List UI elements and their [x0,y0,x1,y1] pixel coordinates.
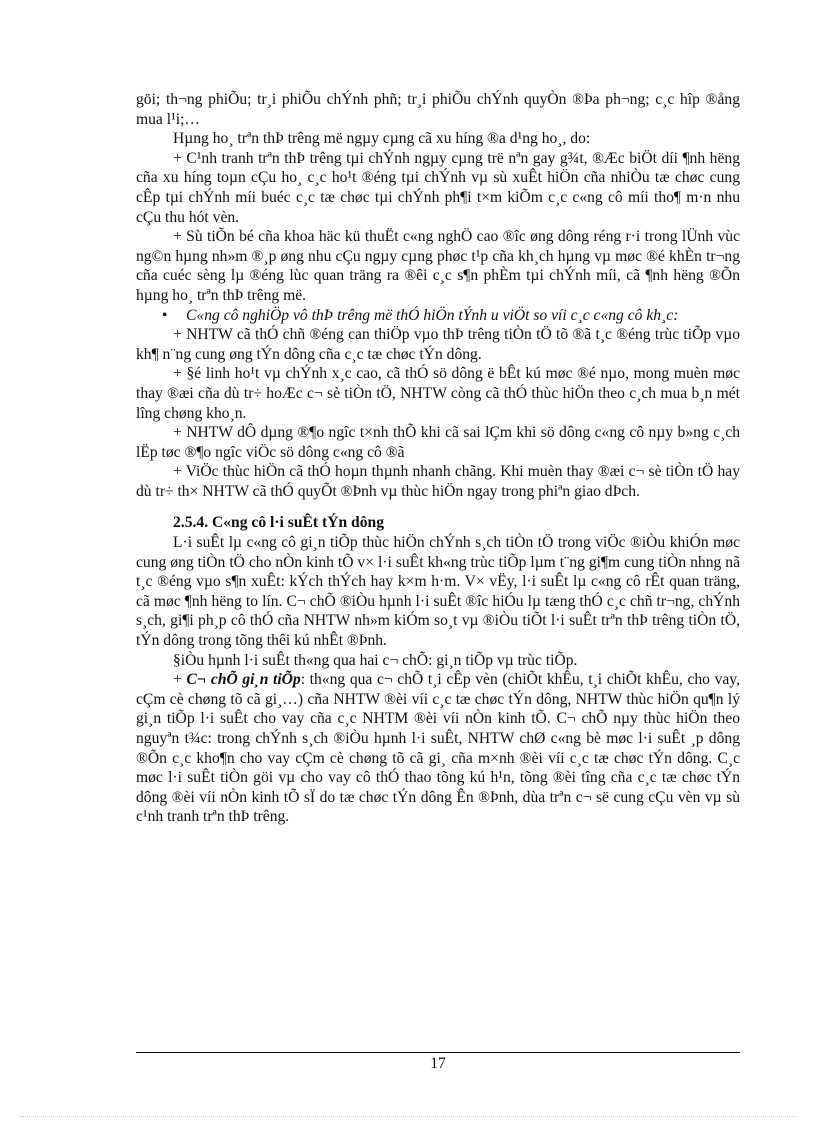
paragraph-continuation: göi; th¬ng phiÕu; tr¸i phiÕu chÝnh phñ; tr¸i phiÕu chÝnh quyÒn ®Þa ph¬ng; c¸c hîp ®ång mua l¹i;… [136,91,740,128]
bullet-text: C«ng cô nghiÖp vô thÞ trêng më thÓ hiÖn tÝnh u viÖt so víi c¸c c«ng cô kh¸c: [186,306,679,324]
bullet-item [136,306,740,326]
bullet-dot-icon: • [162,306,168,324]
footer-rule [136,1052,740,1053]
indirect-mechanism-term: C¬ chÕ gi¸n tiÕp [186,671,301,689]
paragraph-technology: + Sù tiÕn bé cña khoa häc kü thuËt c«ng nghÖ cao ®îc øng dông réng r·i trong lÜnh vùc ng©n hµng nh»m ®¸p øng nhu cÇu ngµy cµng phøc t¹p cña kh¸ch hµng vµ møc ®é khÈn tr¬ng cña cuéc sèng lµ ®éng lùc quan träng ra ®êi c¸c s¶n phÈm tµi chÝnh míi, cã ¶nh hëng ®Õn hµng ho¸ trªn thÞ trêng më. [136,228,740,304]
paragraph-competition: + C¹nh tranh trªn thÞ trêng tµi chÝnh ngµy cµng trë nªn gay g¾t, ®Æc biÖt díi ¶nh hëng cña xu híng toµn cÇu ho¸ c¸c ho¹t ®éng tµi chÝnh vµ sù xuÊt hiÖn cña nhiÒu tæ chøc cung cÊp tµi chÝnh míi buéc c¸c tæ chøc tµi chÝnh ph¶i t×m kiÕm c¸c c«ng cô míi tho¶ m·n nhu cÇu thu hót vèn. [136,149,740,226]
paragraph-advantage-4: + ViÖc thùc hiÖn cã thÓ hoµn thµnh nhanh chãng. Khi muèn thay ®æi c¬ sè tiÒn tÖ hay dù tr÷ th× NHTW cã thÓ quyÕt ®Þnh vµ thùc hiÖn ngay trong phiªn giao dÞch. [136,463,740,500]
paragraph-goods-diversify: Hµng ho¸ trªn thÞ trêng më ngµy cµng cã xu híng ®a d¹ng ho¸, do: [173,130,591,148]
document-body [136,90,740,827]
indirect-mechanism-text: : th«ng qua c¬ chÕ t¸i cÊp vèn (chiÕt khÊu, t¸i chiÕt khÊu, cho vay, cÇm cè chøng tõ cã gi¸…) cña NHTW ®èi víi c¸c tæ chøc tÝn dông, NHTW thùc hiÖn qu¶n lý gi¸n tiÕp l·i suÊt cho vay cña c¸c NHTM ®èi víi nÒn kinh tÕ. C¬ chÕ nµy thùc hiÖn theo nguyªn t¾c: trong chÝnh s¸ch ®iÒu hµnh l·i suÊt, NHTW chØ c«ng bè møc l·i suÊt ¸p dông ®Õn c¸c kho¶n cho vay cÇm cè chøng tõ cã gi¸ cña m×nh ®èi víi c¸c tæ chøc tÝn dông. C¸c møc l·i suÊt tiÒn göi vµ cho vay cô thÓ thao tõng kú h¹n, tõng ®èi tîng cña c¸c tæ chøc tÝn dông ®èi víi nÒn kinh tÕ sÏ do tæ chøc tÝn dông Ên ®Þnh, dùa trªn c¬ së cung cÇu vèn vµ sù c¹nh tranh trªn thÞ trêng. [136,671,740,826]
paragraph-advantage-2: + §é linh ho¹t vµ chÝnh x¸c cao, cã thÓ sö dông ë bÊt kú møc ®é nµo, mong muèn møc thay ®æi cña dù tr÷ hoÆc c¬ sè tiÒn tÖ, NHTW còng cã thÓ thùc hiÖn theo c¸ch mua b¸n mét lîng chøng kho¸n. [136,365,740,422]
paragraph-interest-rate: L·i suÊt lµ c«ng cô gi¸n tiÕp thùc hiÖn chÝnh s¸ch tiÒn tÖ trong viÖc ®iÒu khiÓn møc cung øng tiÒn tÖ cho nÒn kinh tÕ v× l·i suÊt kh«ng trùc tiÕp lµm t¨ng gi¶m cung tiÒn nhng nã t¸c ®éng vµo s¶n xuÊt: kÝch thÝch hay k×m h·m. V× vËy, l·i suÊt lµ c«ng cô rÊt quan träng, cã møc ¶nh hëng to lín. C¬ chÕ ®iÒu hµnh l·i suÊt ®îc hiÓu lµ tæng thÓ c¸c chñ tr¬ng, chÝnh s¸ch, gi¶i ph¸p cô thÓ cña NHTW nh»m kiÓm so¸t vµ ®iÒu tiÕt l·i suÊt trªn thÞ trêng tiÒn tÖ, tÝn dông trong tõng thêi kú nhÊt ®Þnh. [136,534,740,650]
paragraph-two-mechanisms: §iÒu hµnh l·i suÊt th«ng qua hai c¬ chÕ: gi¸n tiÕp vµ trùc tiÕp. [173,651,578,669]
page-number: 17 [430,1055,446,1072]
page-edge-divider [20,1116,796,1117]
paragraph-advantage-3: + NHTW dÔ dµng ®¶o ngîc t×nh thÕ khi cã sai lÇm khi sö dông c«ng cô nµy b»ng c¸ch lËp tøc ®¶o ngîc viÖc sö dông c«ng cô ®ã [136,424,740,461]
lead-plus: + [173,671,187,689]
section-heading: 2.5.4. C«ng cô l·i suÊt tÝn dông [173,514,384,532]
paragraph-indirect-mechanism [136,670,740,827]
paragraph-advantage-1: + NHTW cã thÓ chñ ®éng can thiÖp vµo thÞ trêng tiÒn tÖ tõ ®ã t¸c ®éng trùc tiÕp vµo kh¶ n¨ng cung øng tÝn dông cña c¸c tæ chøc tÝn dông. [136,326,740,363]
